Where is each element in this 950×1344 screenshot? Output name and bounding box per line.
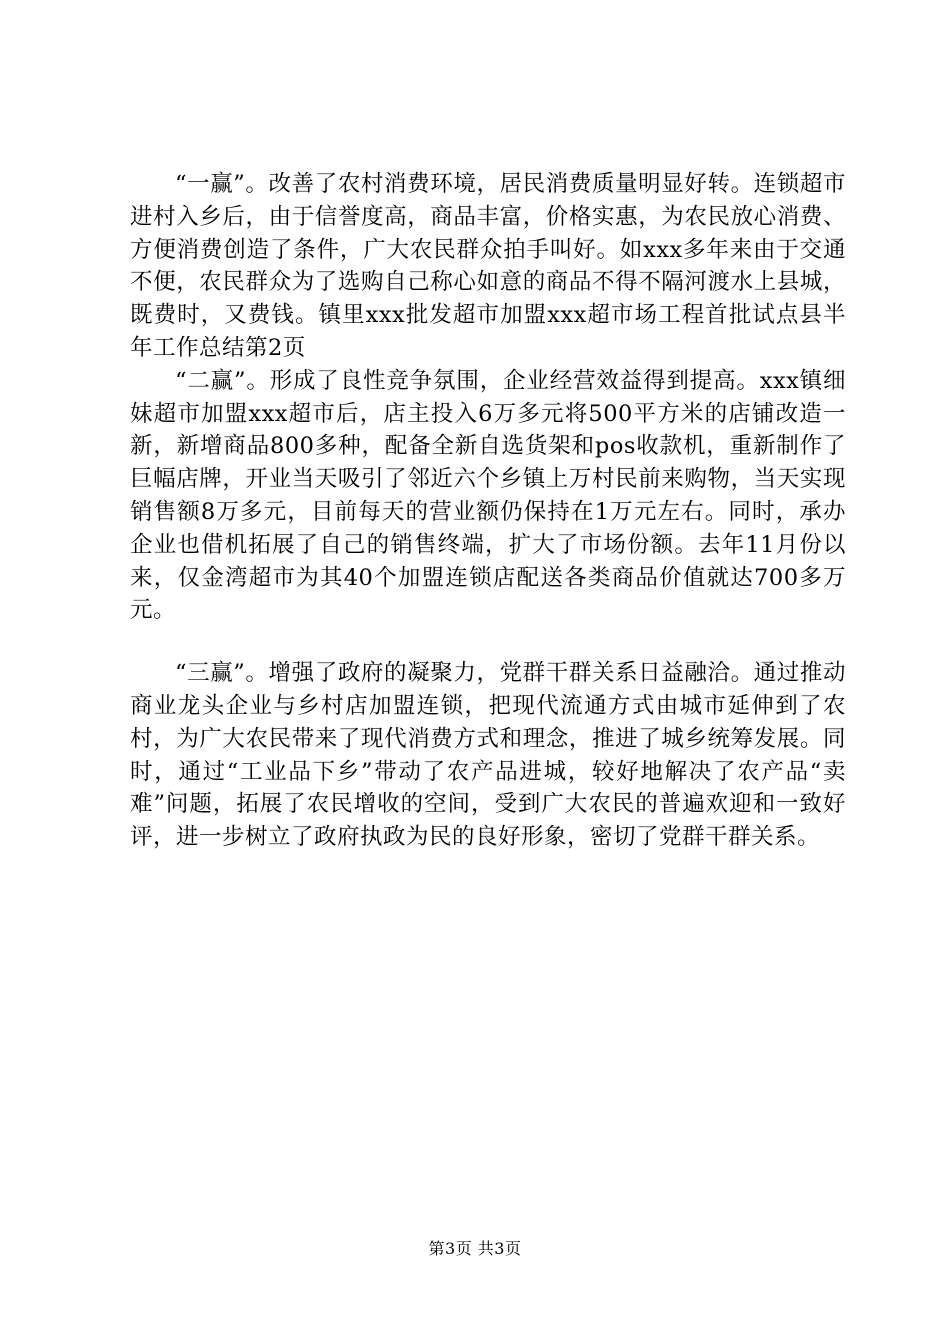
paragraph-third-win: “三赢”。增强了政府的凝聚力，党群干群关系日益融洽。通过推动商业龙头企业与乡村店加盟连锁，把现代流通方式由城市延伸到了农村，为广大农民带来了现代消费方式和理念，推进了城乡统筹发展。同时，通过“工业品下乡”带动了农产品进城，较好地解决了农产品“卖难”问题，拓展了农民增收的空间，受到广大农民的普遍欢迎和一致好评，进一步树立了政府执政为民的良好形象，密切了党群干群关系。 [130, 660, 846, 851]
paragraph-spacer [130, 627, 846, 657]
paragraph-second-win: “二赢”。形成了良性竞争氛围，企业经营效益得到提高。xxx镇细妹超市加盟xxx超市后，店主投入6万多元将500平方米的店铺改造一新，新增商品800多种，配备全新自选货架和pos收款机，重新制作了巨幅店牌，开业当天吸引了邻近六个乡镇上万村民前来购物，当天实现销售额8万多元，目前每天的营业额仍保持在1万元左右。同时，承办企业也借机拓展了自己的销售终端，扩大了市场份额。去年11月份以来，仅金湾超市为其40个加盟连锁店配送各类商品价值就达700多万元。 [130, 367, 846, 624]
paragraph-first-win: “一赢”。改善了农村消费环境，居民消费质量明显好转。连锁超市进村入乡后，由于信誉度高，商品丰富，价格实惠，为农民放心消费、方便消费创造了条件，广大农民群众拍手叫好。如xxx多年来由于交通不便，农民群众为了选购自己称心如意的商品不得不隔河渡水上县城，既费时，又费钱。镇里xxx批发超市加盟xxx超市场工程首批试点县半年工作总结第2页 [130, 171, 846, 361]
document-body [130, 168, 846, 854]
page-number-footer: 第3页 共3页 [428, 1239, 522, 1258]
